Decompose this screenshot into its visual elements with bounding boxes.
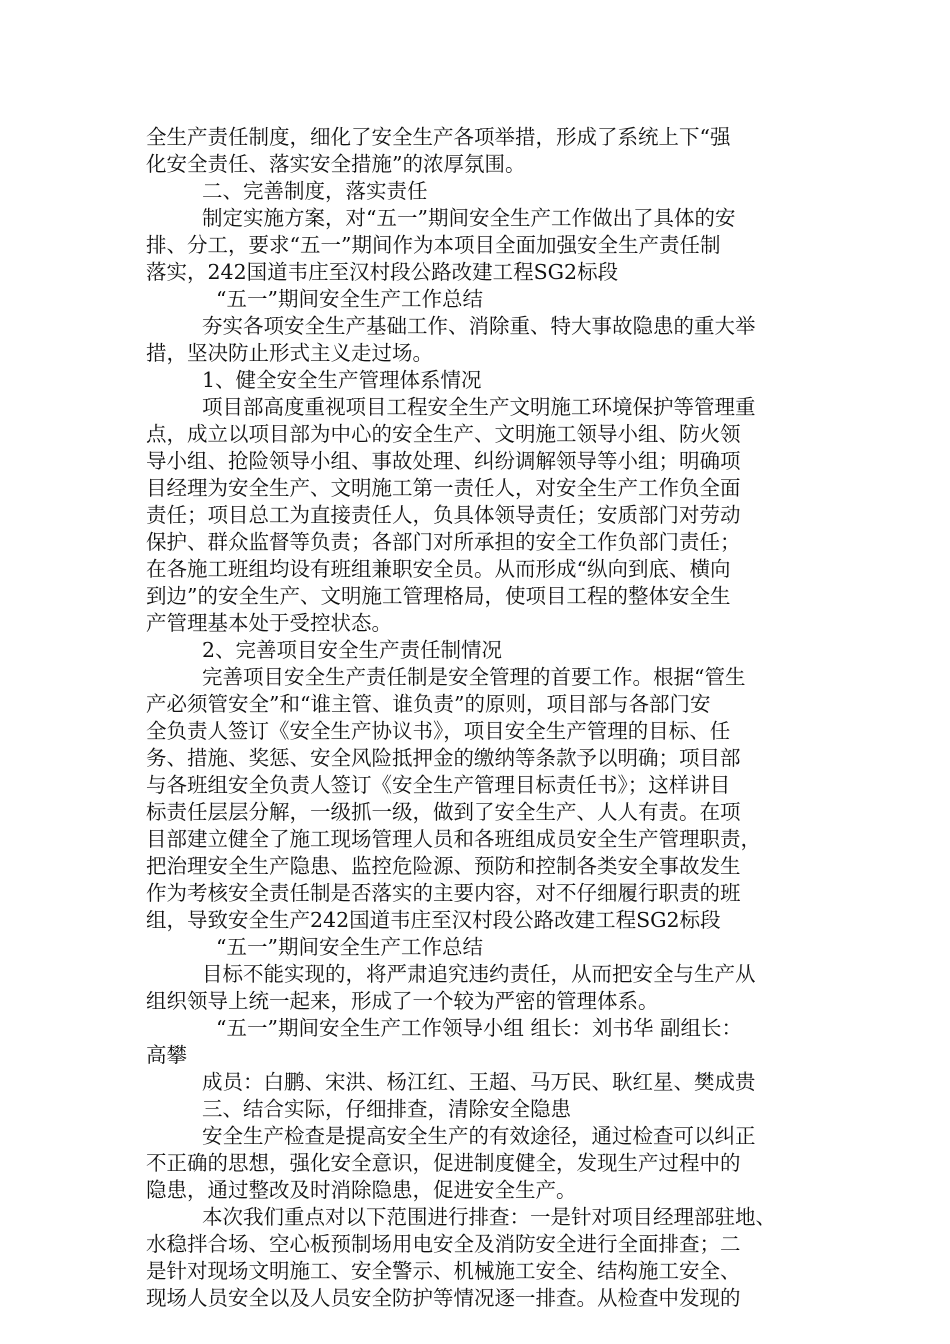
text-line: 高攀 <box>146 1043 187 1067</box>
text-line: 责任；项目总工为直接责任人，负具体领导责任；安质部门对劳动 <box>146 503 741 527</box>
text-line: 是针对现场文明施工、安全警示、机械施工安全、结构施工安全、 <box>146 1259 741 1283</box>
text-line: “五一”期间安全生产工作总结 <box>216 287 483 311</box>
text-line: 措，坚决防止形式主义走过场。 <box>146 341 433 365</box>
text-line: 全负责人签订《安全生产协议书》，项目安全生产管理的目标、任 <box>146 719 731 743</box>
text-line: 安全生产检查是提高安全生产的有效途径，通过检查可以纠正 <box>202 1124 756 1148</box>
text-line: 组，导致安全生产242国道韦庄至汉村段公路改建工程SG2标段 <box>146 908 721 932</box>
text-line: 项目部高度重视项目工程安全生产文明施工环境保护等管理重 <box>202 395 756 419</box>
text-line: 二、完善制度，落实责任 <box>202 179 428 203</box>
text-line: “五一”期间安全生产工作领导小组 组长：刘书华 副组长： <box>216 1016 742 1040</box>
text-line: 水稳拌合场、空心板预制场用电安全及消防安全进行全面排查；二 <box>146 1232 741 1256</box>
text-line: 导小组、抢险领导小组、事故处理、纠纷调解领导等小组；明确项 <box>146 449 741 473</box>
text-line: 排、分工，要求“五一”期间作为本项目全面加强安全生产责任制 <box>146 233 721 257</box>
text-line: 目经理为安全生产、文明施工第一责任人，对安全生产工作负全面 <box>146 476 741 500</box>
text-line: 三、结合实际，仔细排查，清除安全隐患 <box>202 1097 571 1121</box>
text-line: 保护、群众监督等负责；各部门对所承担的安全工作负部门责任； <box>146 530 741 554</box>
text-line: 化安全责任、落实安全措施”的浓厚氛围。 <box>146 152 526 176</box>
text-line: 目部建立健全了施工现场管理人员和各班组成员安全生产管理职责， <box>146 827 761 851</box>
text-line: 标责任层层分解，一级抓一级，做到了安全生产、人人有责。在项 <box>146 800 741 824</box>
text-line: “五一”期间安全生产工作总结 <box>216 935 483 959</box>
text-line: 全生产责任制度，细化了安全生产各项举措，形成了系统上下“强 <box>146 125 731 149</box>
text-line: 产必须管安全”和“谁主管、谁负责”的原则，项目部与各部门安 <box>146 692 711 716</box>
text-line: 到边”的安全生产、文明施工管理格局，使项目工程的整体安全生 <box>146 584 731 608</box>
text-line: 现场人员安全以及人员安全防护等情况逐一排查。从检查中发现的 <box>146 1286 741 1310</box>
text-line: 1、健全安全生产管理体系情况 <box>202 368 482 392</box>
text-line: 成员：白鹏、宋洪、杨江红、王超、马万民、耿红星、樊成贵 <box>202 1070 756 1094</box>
text-line: 作为考核安全责任制是否落实的主要内容，对不仔细履行职责的班 <box>146 881 741 905</box>
text-line: 在各施工班组均设有班组兼职安全员。从而形成“纵向到底、横向 <box>146 557 731 581</box>
text-line: 点，成立以项目部为中心的安全生产、文明施工领导小组、防火领 <box>146 422 741 446</box>
text-line: 务、措施、奖惩、安全风险抵押金的缴纳等条款予以明确；项目部 <box>146 746 741 770</box>
document-body <box>146 124 826 1312</box>
text-line: 夯实各项安全生产基础工作、消除重、特大事故隐患的重大举 <box>202 314 756 338</box>
text-line: 完善项目安全生产责任制是安全管理的首要工作。根据“管生 <box>202 665 746 689</box>
text-line: 2、完善项目安全生产责任制情况 <box>202 638 503 662</box>
text-line: 本次我们重点对以下范围进行排查：一是针对项目经理部驻地、 <box>202 1205 776 1229</box>
text-line: 制定实施方案，对“五一”期间安全生产工作做出了具体的安 <box>202 206 736 230</box>
text-line: 组织领导上统一起来，形成了一个较为严密的管理体系。 <box>146 989 659 1013</box>
text-line: 目标不能实现的，将严肃追究违约责任，从而把安全与生产从 <box>202 962 756 986</box>
text-line: 与各班组安全负责人签订《安全生产管理目标责任书》；这样讲目 <box>146 773 731 797</box>
text-line: 把治理安全生产隐患、监控危险源、预防和控制各类安全事故发生 <box>146 854 741 878</box>
text-line: 隐患，通过整改及时消除隐患，促进安全生产。 <box>146 1178 577 1202</box>
text-line: 产管理基本处于受控状态。 <box>146 611 392 635</box>
text-line: 不正确的思想，强化安全意识，促进制度健全，发现生产过程中的 <box>146 1151 741 1175</box>
text-line: 落实，242国道韦庄至汉村段公路改建工程SG2标段 <box>146 260 619 284</box>
